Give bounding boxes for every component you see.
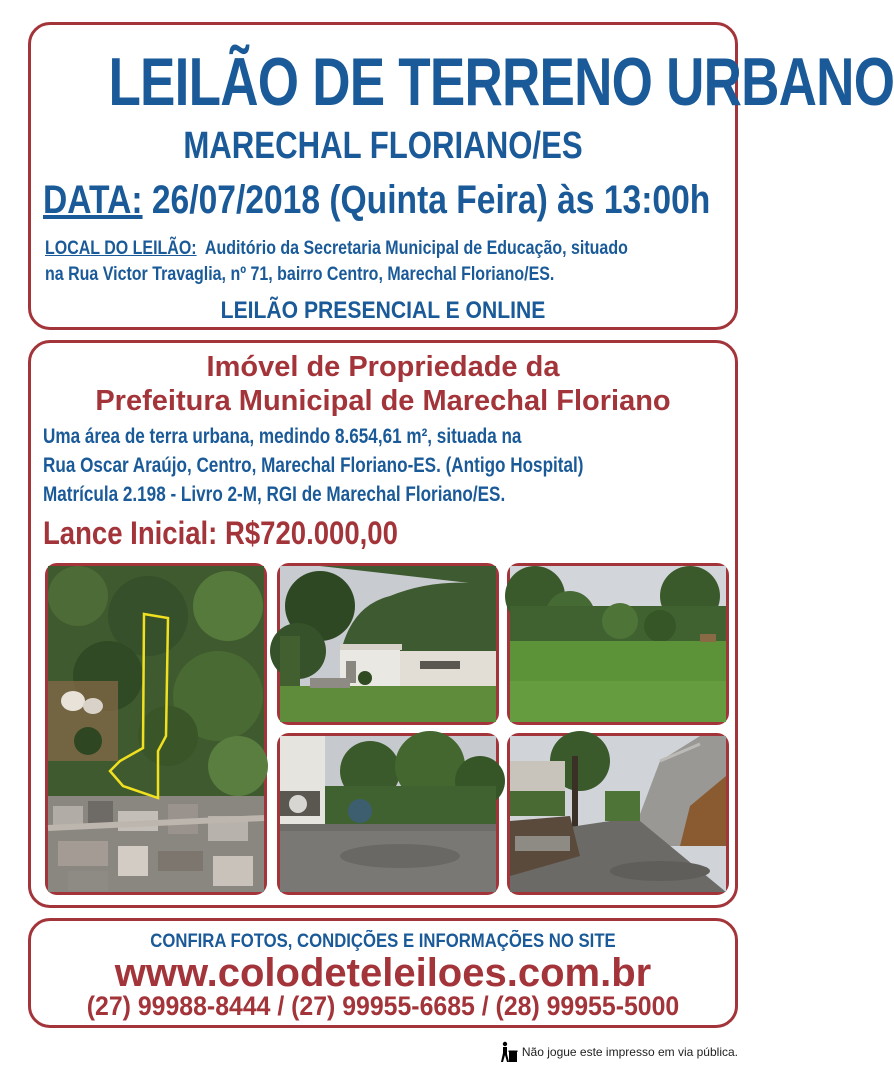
auction-header-panel — [28, 22, 894, 330]
description-line-2: Rua Oscar Araújo, Centro, Marechal Floriano-ES. (Antigo Hospital) — [43, 454, 584, 477]
property-photo-road — [507, 733, 729, 895]
description-line-3: Matrícula 2.198 - Livro 2-M, RGI de Marechal Floriano/ES. — [43, 483, 506, 506]
auction-location: MARECHAL FLORIANO/ES — [183, 125, 583, 167]
property-photo-lawn — [507, 563, 729, 725]
property-photo-building — [277, 563, 499, 725]
property-owner-line-2: Prefeitura Municipal de Marechal Floriano — [95, 385, 671, 417]
trash-icon — [500, 1041, 518, 1063]
venue-line-2: na Rua Victor Travaglia, nº 71, bairro Centro, Marechal Floriano/ES. — [45, 263, 555, 285]
venue-line-1: Auditório da Secretaria Municipal de Educação, situado — [204, 237, 628, 259]
footer-notice — [500, 1040, 738, 1064]
venue-label: LOCAL DO LEILÃO: — [45, 237, 197, 259]
initial-bid: Lance Inicial: R$720.000,00 — [43, 515, 398, 551]
contact-info-text: CONFIRA FOTOS, CONDIÇÕES E INFORMAÇÕES NO SITE — [150, 931, 616, 952]
description-line-1: Uma área de terra urbana, medindo 8.654,61 m², situada na — [43, 425, 522, 448]
property-description — [43, 422, 729, 509]
contact-panel — [28, 918, 738, 1028]
auction-mode: LEILÃO PRESENCIAL E ONLINE — [220, 297, 546, 324]
auction-date — [43, 178, 710, 223]
auction-title: LEILÃO DE TERRENO URBANO — [108, 44, 894, 120]
property-photo-lot — [277, 733, 499, 895]
aerial-photo — [45, 563, 267, 895]
property-owner-line-1: Imóvel de Propriedade da — [206, 351, 560, 383]
date-value: 26/07/2018 (Quinta Feira) às 13:00h — [142, 178, 711, 222]
phone-numbers: (27) 99988-8444 / (27) 99955-6685 / (28) 99955-5000 — [86, 991, 680, 1021]
date-label: DATA: — [43, 178, 143, 222]
website-link[interactable]: www.colodeteleiloes.com.br — [114, 951, 652, 995]
auction-venue — [45, 235, 717, 287]
property-panel — [28, 340, 738, 908]
footer-notice-text: Não jogue este impresso em via pública. — [521, 1045, 738, 1059]
